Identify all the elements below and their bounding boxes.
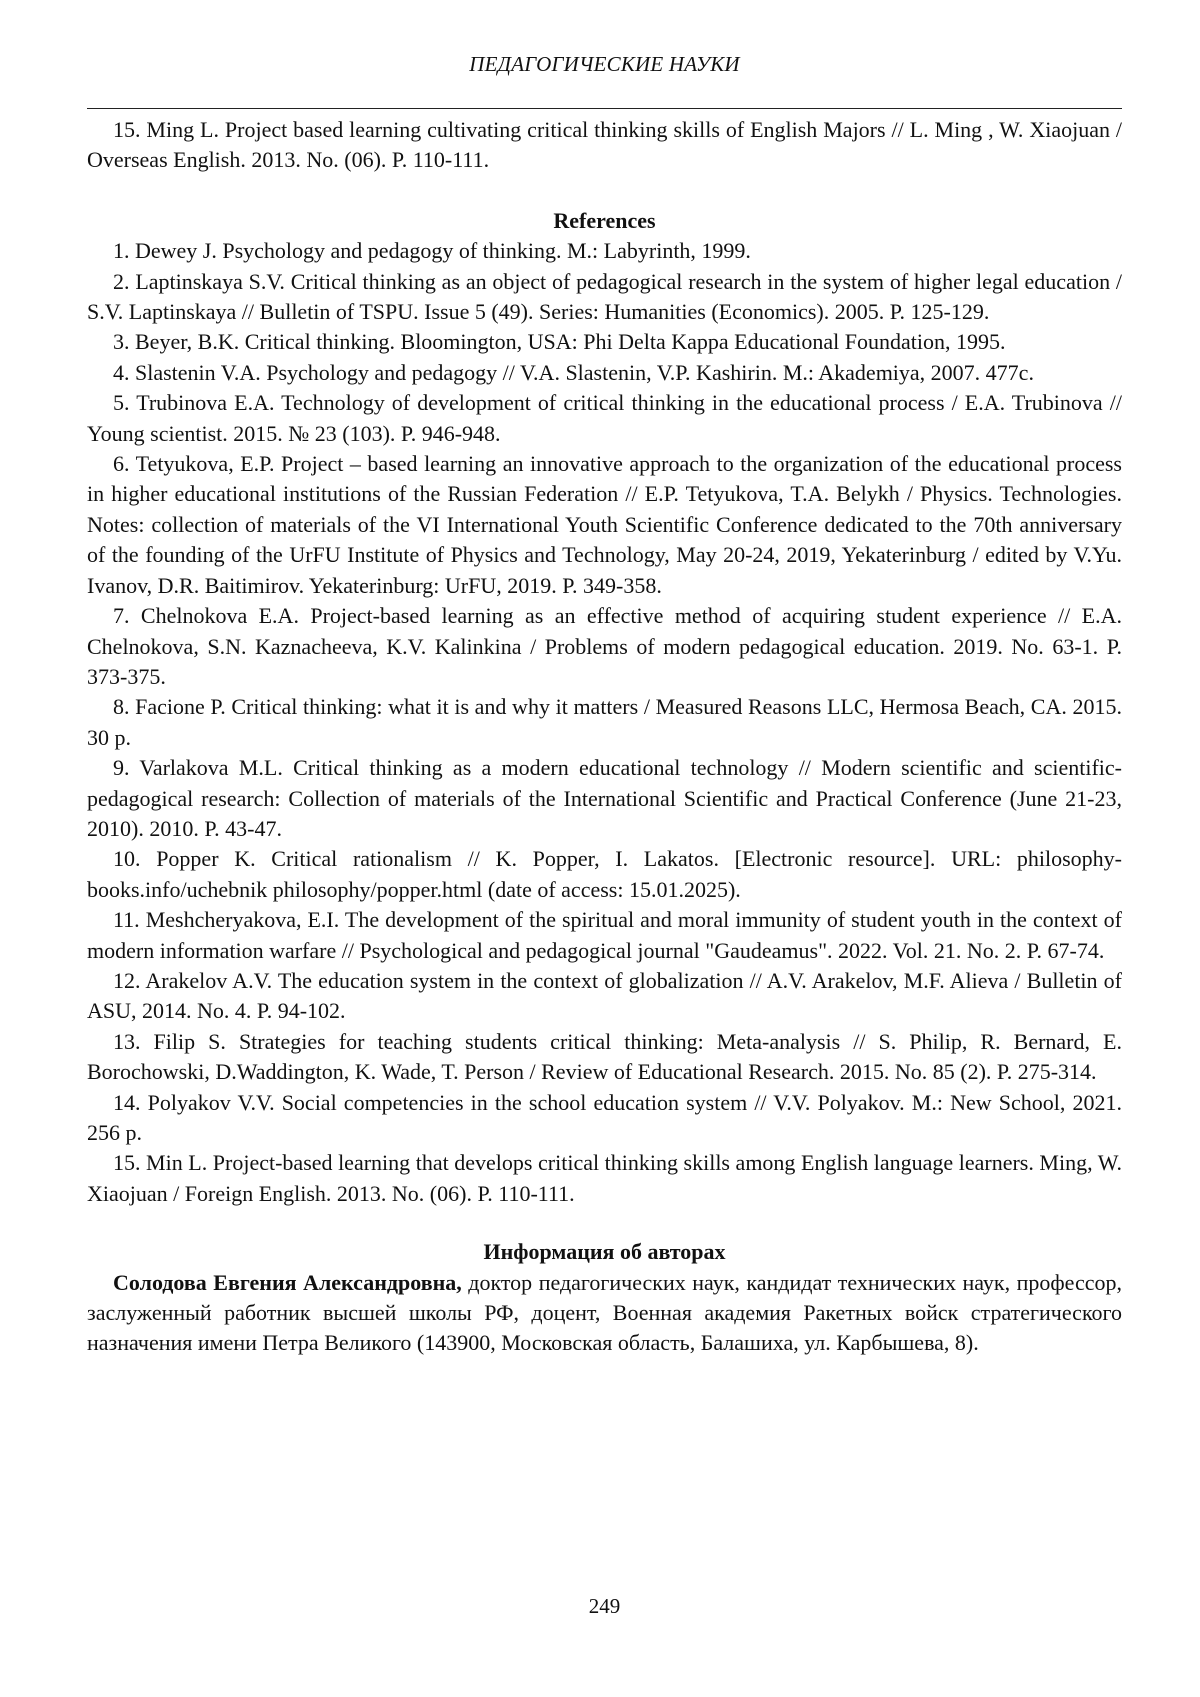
page-content [87,115,1122,1359]
page-number: 249 [588,1594,621,1618]
running-header: ПЕДАГОГИЧЕСКИЕ НАУКИ [469,52,740,76]
reference-item: 1. Dewey J. Psychology and pedagogy of thinking. M.: Labyrinth, 1999. [113,238,751,264]
header-rule [87,108,1122,109]
reference-item: 6. Tetyukova, E.P. Project – based learning an innovative approach to the organization of the educational process in higher educational institutions of the Russian Federation // E.P. Tetyukova, T.A. Belykh / Physics. Technologies. Notes: collection of materials of the VI International Youth Scientific Conference dedicated to the 70th anniversary of the founding of the UrFU Institute of Physics and Technology, May 20-24, 2019, Yekaterinburg / edited by V.Yu. Ivanov, D.R. Baitimirov. Yekaterinburg: UrFU, 2019. P. 349-358. [87,451,1122,598]
reference-item: 2. Laptinskaya S.V. Critical thinking as an object of pedagogical research in the system of higher legal education / S.V. Laptinskaya // Bulletin of TSPU. Issue 5 (49). Series: Humanities (Economics). 2005. P. 125-129. [87,268,1122,325]
reference-item: 12. Arakelov A.V. The education system in the context of globalization // A.V. Arakelov, M.F. Alieva / Bulletin of ASU, 2014. No. 4. P. 94-102. [87,967,1122,1024]
previous-list-item: 15. Ming L. Project based learning cultivating critical thinking skills of English Majors // L. Ming , W. Xiaojuan / Overseas English. 2013. No. (06). P. 110-111. [87,117,1122,173]
author-name: Солодова Евгения Александровна, [113,1269,462,1295]
reference-item: 3. Beyer, B.K. Critical thinking. Bloomington, USA: Phi Delta Kappa Educational Foundation, 1995. [113,329,1006,355]
reference-item: 7. Chelnokova E.A. Project-based learning as an effective method of acquiring student experience // E.A. Chelnokova, S.N. Kaznacheeva, K.V. Kalinkina / Problems of modern pedagogical education. 2019. No. 63-1. P. 373-375. [87,603,1122,689]
reference-item: 13. Filip S. Strategies for teaching students critical thinking: Meta-analysis // S. Philip, R. Bernard, E. Borochowski, D.Waddington, K. Wade, T. Person / Review of Educational Research. 2015. No. 85 (2). P. 275-314. [87,1028,1122,1085]
reference-item: 11. Meshcheryakova, E.I. The development of the spiritual and moral immunity of student youth in the context of modern information warfare // Psychological and pedagogical journal "Gaudeamus". 2022. Vol. 21. No. 2. P. 67-74. [87,907,1122,963]
author-details: доктор педагогических наук, кандидат технических наук, профессор, заслуженный работник высшей школы РФ, доцент, Военная академия Ракетных войск стратегического назначения имени Петра Великого (143900, Московская область, Балашиха, ул. Карбышева, 8). [87,1269,1122,1356]
reference-item: 15. Min L. Project-based learning that develops critical thinking skills among English language learners. Ming, W. Xiaojuan / Foreign English. 2013. No. (06). P. 110-111. [87,1150,1122,1206]
references-list [87,236,1122,1209]
reference-item: 4. Slastenin V.A. Psychology and pedagogy // V.A. Slastenin, V.P. Kashirin. M.: Akademiya, 2007. 477c. [113,359,1034,385]
references-heading: References [553,207,656,233]
author-info [87,1268,1122,1359]
reference-item: 10. Popper K. Critical rationalism // K. Popper, I. Lakatos. [Electronic resource]. URL: philosophy-books.info/uchebnik philosophy/popper.html (date of access: 15.01.2025). [87,846,1122,902]
reference-item: 5. Trubinova E.A. Technology of development of critical thinking in the educational process / E.A. Trubinova // Young scientist. 2015. № 23 (103). P. 946-948. [87,390,1122,446]
reference-item: 8. Facione P. Critical thinking: what it is and why it matters / Measured Reasons LLC, Hermosa Beach, CA. 2015. 30 p. [87,694,1122,750]
authors-heading: Информация об авторах [483,1239,726,1265]
reference-item: 9. Varlakova M.L. Critical thinking as a modern educational technology // Modern scientific and scientific-pedagogical research: Collection of materials of the International Scientific and Practical Conference (June 21-23, 2010). 2010. P. 43-47. [87,755,1122,841]
reference-item: 14. Polyakov V.V. Social competencies in the school education system // V.V. Polyakov. M.: New School, 2021. 256 p. [87,1089,1122,1145]
